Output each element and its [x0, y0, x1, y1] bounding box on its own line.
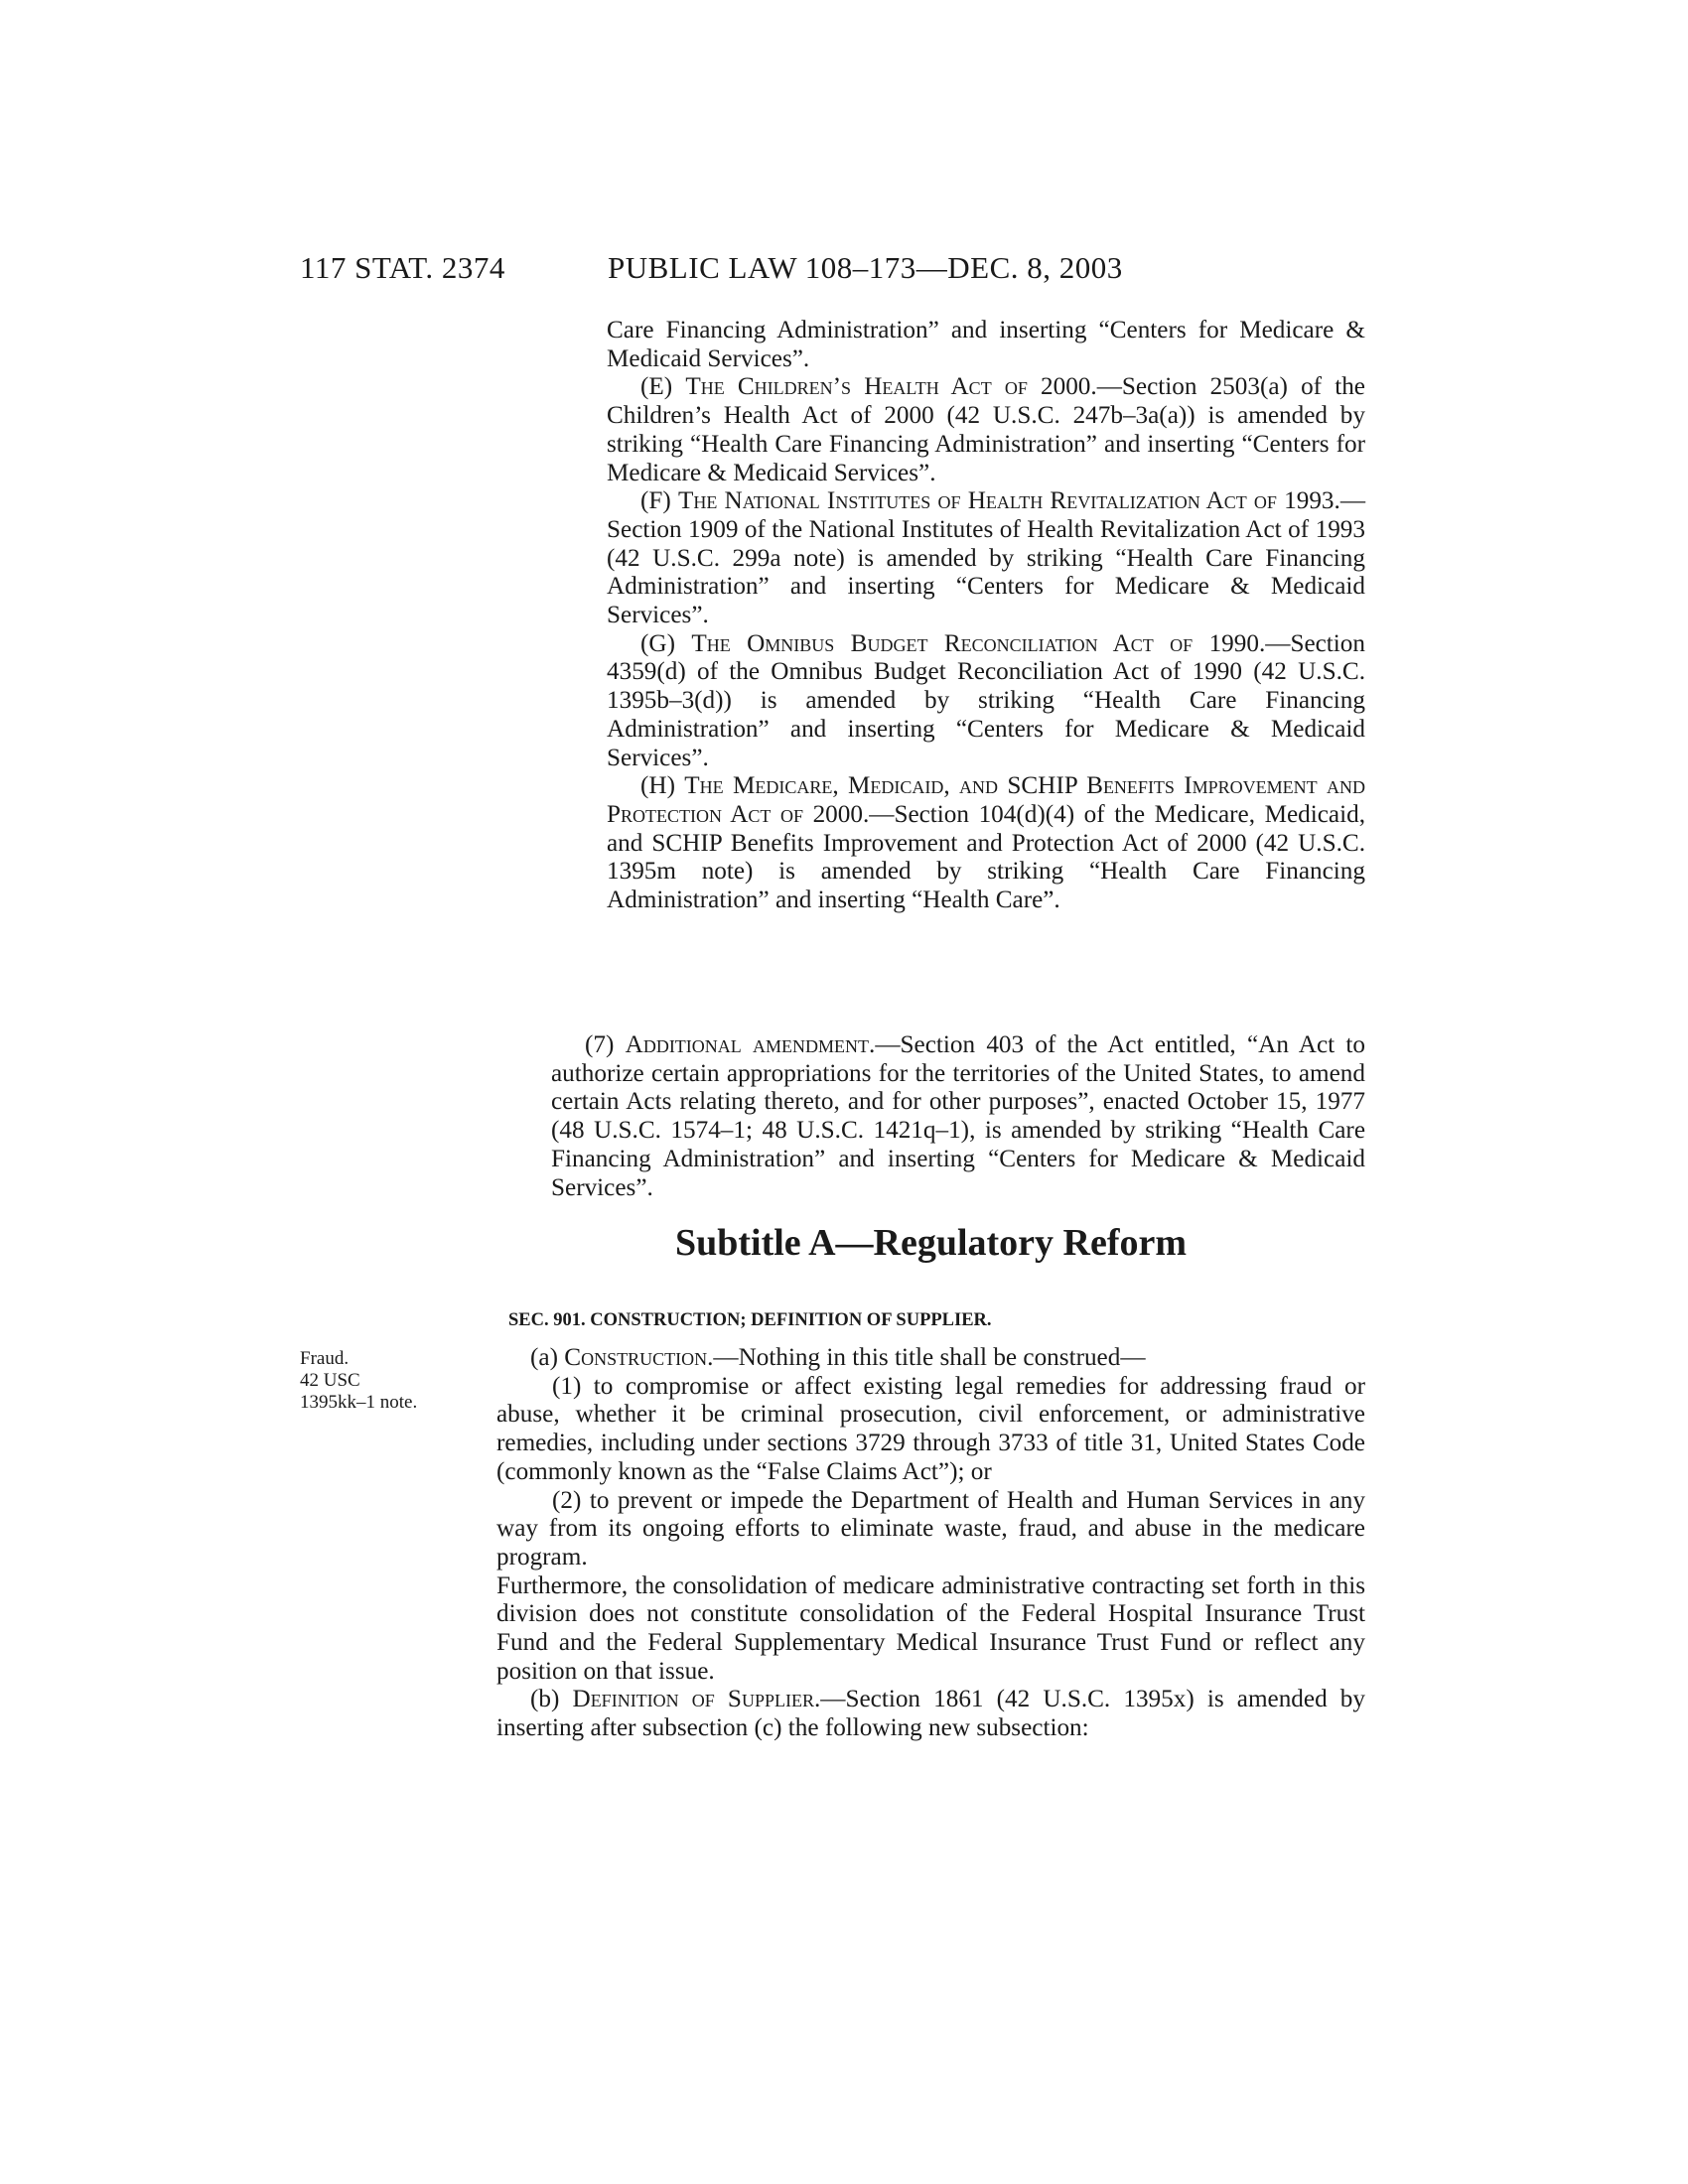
paragraph-7 [551, 1031, 1365, 1202]
paragraph-f-label: (F) [640, 487, 678, 515]
subsection-a [496, 1344, 1365, 1373]
subsection-b-label: (b) [530, 1686, 573, 1713]
continuation-paragraph: Care Financing Administration” and inserting “Centers for Medicare & Medicaid Services”. [607, 317, 1365, 372]
paragraph-h-heading: The Medicare, Medicaid, and SCHIP Benefits Improvement and Protection Act of 2000. [607, 772, 1365, 828]
paragraph-h [607, 772, 1365, 915]
subsection-b-text: —Section 1861 (42 U.S.C. 1395x) is amended by inserting after subsection (c) the following new subsection: [496, 1686, 1365, 1742]
paragraph-g [607, 630, 1365, 773]
paragraph-7-block [551, 1031, 1365, 1202]
subsection-a-text: —Nothing in this title shall be construed— [713, 1344, 1146, 1371]
statute-page-number: 117 STAT. 2374 [300, 250, 505, 285]
subsection-b [496, 1686, 1365, 1742]
margin-note-line: 42 USC [300, 1370, 360, 1391]
paragraph-f-text: —Section 1909 of the National Institutes of Health Revitalization Act of 1993 (42 U.S.C. 299a note) is amended by striking “Health Care Financing Administration” and inserting “Centers for Medicare & Medicaid Services”. [607, 487, 1365, 629]
paragraph-g-heading: The Omnibus Budget Reconciliation Act of 1990. [691, 629, 1266, 657]
paragraph-7-heading: Additional amendment. [625, 1031, 876, 1058]
furthermore-paragraph: Furthermore, the consolidation of medicare administrative contracting set forth in this division does not constitute consolidation of the Federal Hospital Insurance Trust Fund and the Federal Supplementary Medical Insurance Trust Fund or reflect any position on that issue. [496, 1571, 1365, 1685]
subsection-a-heading: Construction. [564, 1344, 714, 1371]
paragraph-h-text: —Section 104(d)(4) of the Medicare, Medicaid, and SCHIP Benefits Improvement and Protection Act of 2000 (42 U.S.C. 1395m note) is amended by striking “Health Care Financing Administration” and inserting “Health Care”. [607, 800, 1365, 914]
paragraph-f-heading: The National Institutes of Health Revitalization Act of 1993. [677, 487, 1340, 515]
section-901-body [496, 1344, 1365, 1743]
paragraph-e-label: (E) [640, 373, 686, 401]
paragraph-7-text: —Section 403 of the Act entitled, “An Act to authorize certain appropriations for the territories of the United States, to amend certain Acts relating thereto, and for other purposes”, enacted October 15, 1977 (48 U.S.C. 1574–1; 48 U.S.C. 1421q–1), is amended by striking “Health Care Financing Administration” and inserting “Centers for Medicare & Medicaid Services”. [551, 1031, 1365, 1201]
subsection-a-label: (a) [530, 1344, 565, 1371]
subtitle-heading: Subtitle A—Regulatory Reform [674, 1222, 1188, 1264]
paragraph-f [607, 487, 1365, 630]
subsection-a-paragraph-2: (2) to prevent or impede the Department of Health and Human Services in any way from its ongoing efforts to eliminate waste, fraud, and abuse in the medicare program. [496, 1486, 1365, 1570]
running-header: PUBLIC LAW 108–173—DEC. 8, 2003 [608, 250, 1123, 285]
section-heading: SEC. 901. CONSTRUCTION; DEFINITION OF SUPPLIER. [508, 1310, 992, 1330]
paragraphs-e-to-h [607, 317, 1365, 915]
paragraph-7-label: (7) [585, 1031, 626, 1058]
margin-note-line: 1395kk–1 note. [300, 1392, 418, 1413]
paragraph-e-heading: The Children’s Health Act of 2000. [685, 373, 1097, 401]
margin-note-line: Fraud. [300, 1348, 350, 1369]
paragraph-g-text: —Section 4359(d) of the Omnibus Budget Reconciliation Act of 1990 (42 U.S.C. 1395b–3(d)) is amended by striking “Health Care Financing Administration” and inserting “Centers for Medicare & Medicaid Services”. [607, 629, 1365, 771]
margin-note [300, 1348, 417, 1414]
paragraph-h-label: (H) [640, 772, 685, 800]
subsection-b-heading: Definition of Supplier. [572, 1686, 821, 1713]
paragraph-g-label: (G) [640, 629, 692, 657]
paragraph-e [607, 373, 1365, 487]
paragraph-e-text: —Section 2503(a) of the Children’s Health Act of 2000 (42 U.S.C. 247b–3a(a)) is amended by striking “Health Care Financing Administration” and inserting “Centers for Medicare & Medicaid Services”. [607, 373, 1365, 486]
subsection-a-paragraph-1: (1) to compromise or affect existing legal remedies for addressing fraud or abuse, whether it be criminal prosecution, civil enforcement, or administrative remedies, including under sections 3729 through 3733 of title 31, United States Code (commonly known as the “False Claims Act”); or [496, 1372, 1365, 1485]
